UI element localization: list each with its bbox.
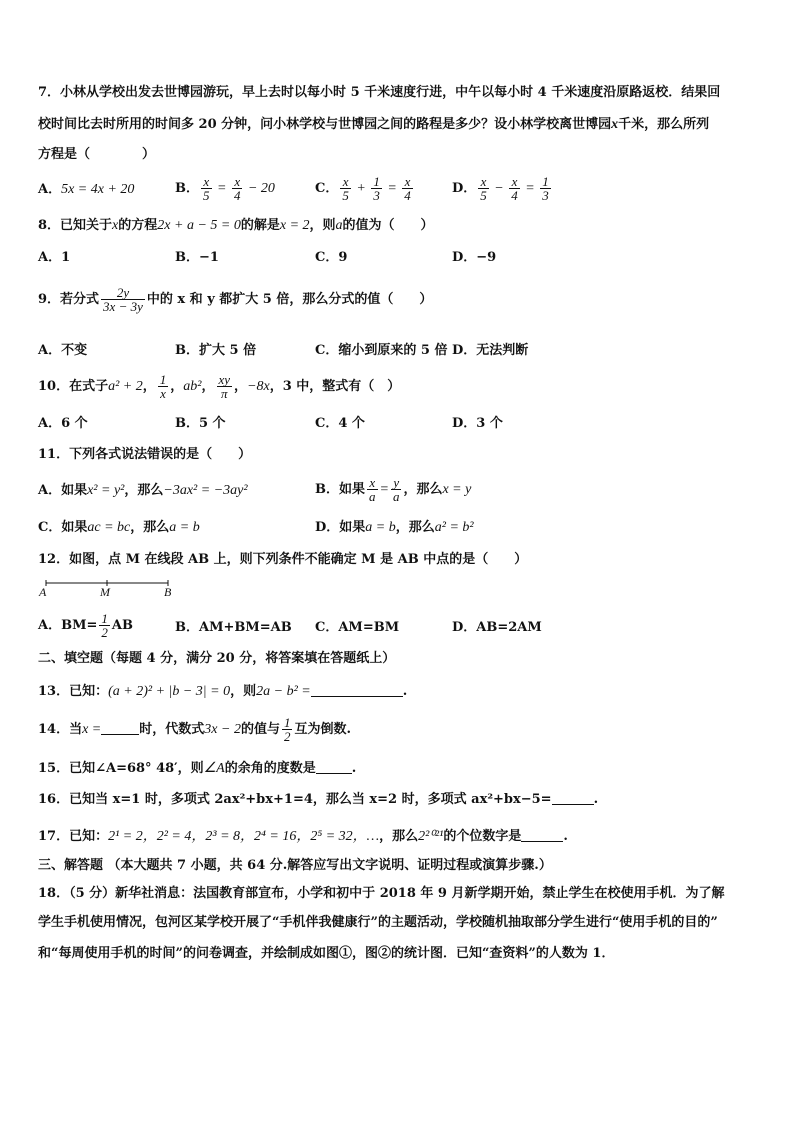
q15-mid: ，则 (177, 761, 204, 776)
q10-expr-5: −8x (247, 379, 270, 394)
q7c-den2: 3 (373, 188, 380, 203)
q7-option-d (452, 175, 553, 202)
q8-solution: x = 2 (279, 218, 310, 233)
q11b-num2: y (391, 476, 402, 490)
q11a-mid: ，那么 (124, 483, 164, 498)
q7-option-c-label: C． (315, 181, 339, 196)
q10-frac2-den: π (221, 386, 228, 401)
q10-sep-1: ， (142, 379, 156, 394)
q11-option-b: B．如果 $\frac{x}{a}$ = $\frac{y}{a}$ ，那么x = y (315, 475, 472, 504)
q11a-pre: A．如果 (38, 483, 88, 498)
section-2-heading: 二、填空题（每题 4 分，满分 20 分，将答案填在答题纸上） (38, 651, 396, 666)
q7b-den1: 5 (203, 188, 210, 203)
q11c-concl: a = b (169, 520, 200, 535)
q17-sequence: 2¹ = 2，2² = 4，2³ = 8，2⁴ = 16，2⁵ = 32，… (108, 829, 380, 844)
q11-option-a (38, 483, 248, 499)
q16-end: . (593, 792, 599, 807)
q7d-num1: x (478, 175, 489, 189)
q7c-eq: = (383, 181, 401, 196)
q10-sep-4: ， (234, 379, 248, 394)
point-label-m: M (100, 585, 110, 599)
q11a-cond: x² = y² (87, 483, 125, 498)
q7-line1: 7．小林从学校出发去世博园游玩，早上去时以每小时 5 千米速度行进，中午以每小时 4 千米速度沿原路返校．结果回 (38, 85, 721, 100)
q7c-den1: 5 (342, 188, 349, 203)
q10-expr-1: a² + 2 (108, 379, 143, 394)
q10-text-2: ，3 中，整式有（ ） (269, 379, 401, 394)
q15-angle: ∠A=68° 48′ (95, 761, 178, 776)
q7c-plus: + (352, 181, 370, 196)
q12a-pre: A．BM= (38, 618, 98, 633)
q11a-concl: −3ax² = −3ay² (163, 483, 248, 498)
q7d-den3: 3 (542, 188, 549, 203)
q8-equation: 2x + a − 5 = 0 (157, 218, 241, 233)
q15-pre: 15．已知 (38, 761, 96, 776)
q8-stem (38, 218, 434, 234)
q14 (38, 716, 351, 743)
q11c-mid: ，那么 (130, 520, 170, 535)
q14-num: 1 (283, 715, 291, 730)
q9-option-c: C．缩小到原来的 5 倍 (315, 343, 448, 358)
q10-sep-3: ， (201, 379, 215, 394)
q7-option-b-label: B． (175, 181, 199, 196)
q9-option-d: D．无法判断 (452, 343, 529, 358)
q11b-concl: x = y (442, 482, 472, 497)
q7-option-d-label: D． (452, 181, 477, 196)
q17-power: 2²⁰²¹ (418, 829, 444, 844)
q7d-num3: 1 (542, 174, 549, 189)
q9-option-b: B．扩大 5 倍 (175, 343, 257, 358)
q17 (38, 828, 568, 845)
q7-line2 (38, 117, 709, 133)
q13-post: . (402, 684, 408, 699)
q8-text-4: ，则 (309, 218, 336, 233)
q12-option-d: D．AB=2AM (452, 620, 542, 635)
point-label-a: A (39, 585, 47, 599)
q7-option-c (315, 175, 415, 202)
q7-variable: x (611, 117, 619, 132)
q9-stem (38, 286, 432, 313)
q10-frac1-den: x (160, 386, 166, 401)
q11d-pre: D．如果 (315, 520, 366, 535)
q7d-den1: 5 (480, 188, 487, 203)
q7b-eq: = (213, 181, 230, 196)
q10-sep-2: ， (170, 379, 184, 394)
q10-text-1: 10．在式子 (38, 379, 109, 394)
q17-end: . (563, 829, 568, 844)
q11c-cond: ac = bc (87, 520, 131, 535)
q11c-pre: C．如果 (38, 520, 88, 535)
q12a-num: 1 (101, 611, 108, 626)
q8-text-5: 的值为（ ） (342, 218, 434, 233)
q7d-eq: = (521, 181, 539, 196)
q14-den: 2 (283, 729, 291, 744)
q10-stem (38, 373, 400, 400)
q12-option-b: B．AM+BM=AB (175, 620, 292, 635)
q18-line2: 学生手机使用情况，包河区某学校开展了“手机伴我健康行”的主题活动，学校随机抽取部分学生进行“使用手机的目的” (38, 915, 718, 930)
q15-angle-ref: ∠A (203, 761, 225, 776)
q17-answer-blank[interactable] (521, 828, 563, 842)
q7-line2-text: 校时间比去时所用的时间多 20 分钟，问小林学校与世博园之间的路程是多少？设小林学校离世博园 (38, 117, 612, 132)
q11b-pre: B．如果 (315, 482, 365, 497)
q9-denominator: 3x − 3y (103, 299, 143, 314)
q7c-den3: 4 (404, 188, 411, 203)
q7-option-b (175, 175, 275, 202)
q10-frac1-num: 1 (159, 372, 167, 387)
q7b-den2: 4 (233, 188, 241, 203)
q15 (38, 760, 356, 777)
q10-option-c: C．4 个 (315, 416, 365, 431)
q8-text-3: 的解是 (240, 218, 280, 233)
q9-text-1: 9．若分式 (38, 292, 100, 307)
q12-stem: 12．如图，点 M 在线段 AB 上，则下列条件不能确定 M 是 AB 中点的是（ ） (38, 552, 528, 567)
q10-expr-3: ab² (183, 379, 202, 394)
q11d-mid: ，那么 (395, 520, 435, 535)
q7b-num1: x (201, 175, 212, 189)
q11b-mid: ，那么 (403, 482, 443, 497)
q7-option-a (38, 182, 134, 198)
q12a-den: 2 (101, 625, 108, 640)
q8-option-c: C．9 (315, 250, 348, 265)
q17-post: 的个位数字是 (443, 829, 522, 844)
q13-expr: 2a − b² = (256, 684, 311, 699)
q7-option-a-eq: 5x = 4x + 20 (61, 182, 135, 197)
q14-var: x = (82, 722, 102, 737)
q14-answer-blank[interactable] (101, 721, 139, 735)
q9-numerator: 2y (101, 286, 145, 300)
q9-option-a: A．不变 (38, 343, 88, 358)
q7-option-a-label: A． (38, 182, 62, 197)
q18-line3: 和“每周使用手机的时间”的问卷调查，并绘制成如图①，图②的统计图．已知“查资料”的人数为 1． (38, 946, 615, 961)
q8-text-2: 的方程 (118, 218, 158, 233)
q11d-cond: a = b (365, 520, 396, 535)
q11d-concl: a² = b² (434, 520, 474, 535)
segment-diagram (36, 576, 186, 600)
point-label-b: B (164, 585, 172, 599)
q14-mid: 时，代数式 (139, 722, 205, 737)
q12a-post: AB (111, 618, 133, 633)
q18-line1: 18．（5 分）新华社消息：法国教育部宣布，小学和初中于 2018 年 9 月新学期开始，禁止学生在校使用手机．为了解 (38, 886, 725, 901)
q10-frac2-num: xy (218, 372, 231, 387)
q11b-num1: x (367, 476, 378, 490)
q12-option-a (38, 612, 133, 639)
q7d-minus: − (490, 181, 508, 196)
q8-option-a: A．1 (38, 250, 71, 265)
q14-mid2: 的值与 (240, 722, 280, 737)
q13-mid: ，则 (230, 684, 257, 699)
q11-option-d (315, 520, 474, 536)
q7-line3: 方程是（ ） (38, 147, 156, 162)
q9-text-2: 中的 x 和 y 都扩大 5 倍，那么分式的值（ ） (146, 292, 433, 307)
q13-pre: 13．已知： (38, 684, 109, 699)
q7b-num2: x (232, 175, 243, 189)
q7d-den2: 4 (511, 188, 518, 203)
q8-option-b: B．−1 (175, 250, 219, 265)
q15-post: 的余角的度数是 (224, 761, 316, 776)
q11b-den2: a (392, 489, 400, 504)
q10-option-a: A．6 个 (38, 416, 88, 431)
q11-stem: 11．下列各式说法错误的是（ ） (38, 447, 252, 462)
q8-option-d: D．−9 (452, 250, 497, 265)
q12-option-c: C．AM=BM (315, 620, 400, 635)
q10-option-b: B．5 个 (175, 416, 226, 431)
q14-post: 互为倒数. (294, 722, 351, 737)
q13-equation: (a + 2)² + |b − 3| = 0 (108, 684, 231, 699)
q14-pre: 14．当 (38, 722, 83, 737)
q14-expr: 3x − 2 (204, 722, 241, 737)
q8-a: a (335, 218, 343, 233)
q11b-den1: a (369, 489, 376, 504)
q8-var: x (112, 218, 119, 233)
q7c-num3: x (402, 175, 413, 189)
q15-answer-blank[interactable] (316, 760, 352, 774)
q7-line2-tail: 千米，那么所列 (618, 117, 710, 132)
q7c-num1: x (340, 175, 351, 189)
q11-option-c (38, 520, 200, 536)
q16 (38, 791, 598, 808)
q7c-num2: 1 (373, 174, 380, 189)
q15-end: . (351, 761, 357, 776)
q7d-num2: x (509, 175, 520, 189)
q13 (38, 683, 407, 700)
q16-text: 16．已知当 x=1 时，多项式 2ax²+bx+1=4，那么当 x=2 时，多项式 ax²+bx−5= (38, 792, 552, 807)
section-3-heading: 三、解答题 （本大题共 7 小题，共 64 分.解答应写出文字说明、证明过程或演算步骤.） (38, 858, 552, 873)
q10-option-d: D．3 个 (452, 416, 503, 431)
q16-answer-blank[interactable] (552, 791, 594, 805)
q8-text-1: 8．已知关于 (38, 218, 113, 233)
q17-pre: 17．已知： (38, 829, 109, 844)
q17-mid: ，那么 (379, 829, 419, 844)
q13-answer-blank[interactable] (311, 683, 403, 697)
q7b-tail: − 20 (244, 181, 275, 196)
